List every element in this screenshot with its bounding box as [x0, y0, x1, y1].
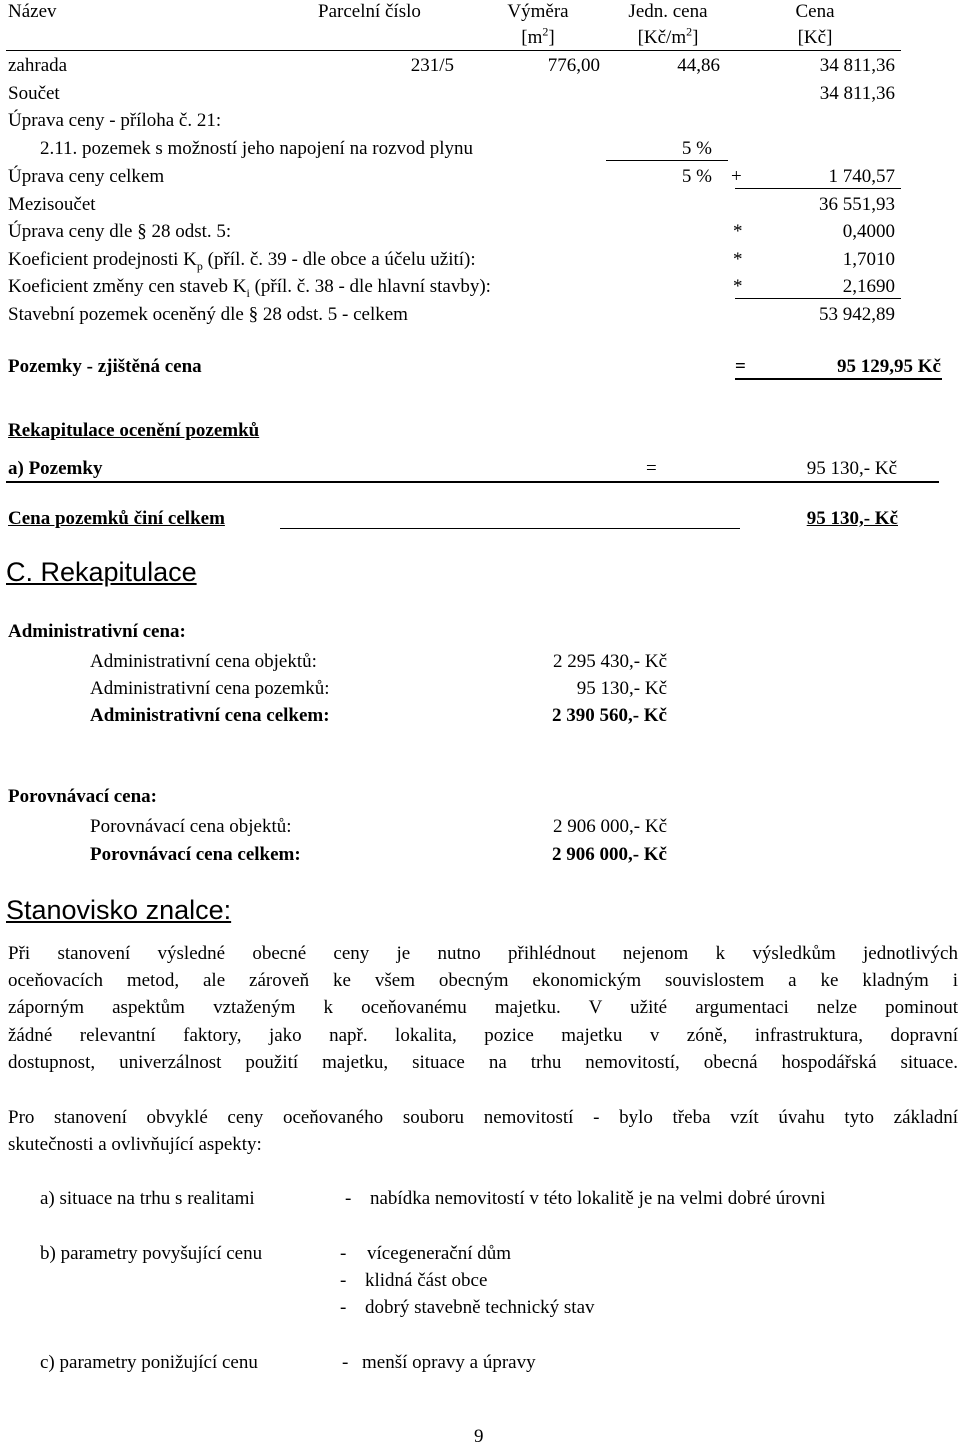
adjustment-total-rule	[735, 188, 901, 189]
adjustment-item-pct: 5 %	[681, 138, 712, 159]
aspect-c-text: menší opravy a úpravy	[362, 1352, 536, 1373]
recap-title: Rekapitulace ocenění pozemků	[8, 420, 260, 441]
col-header-unit-price-unit: $[Kč/m^2]$	[637, 24, 699, 48]
col-header-unit-price: Jedn. cena	[628, 1, 708, 22]
admin-total-label: Administrativní cena celkem:	[90, 705, 330, 726]
admin-heading: Administrativní cena:	[8, 621, 186, 642]
ki-label: Koeficient změny cen staveb $K_i$ (příl. č. 38 - dle hlavní stavby):	[8, 276, 491, 300]
admin-total-value: 2 390 560,- Kč	[551, 705, 667, 726]
sum-value: 34 811,36	[819, 83, 895, 104]
admin-land-label: Administrativní cena pozemků:	[90, 678, 330, 699]
opinion-p1-line1: Při stanovení výsledné obecné ceny je nutno přihlédnout nejenom k výsledkům jednotlivých	[8, 943, 958, 964]
comparative-total-label: Porovnávací cena celkem:	[90, 844, 301, 865]
row-garden-unit-price: 44,86	[677, 55, 720, 76]
adj28-label: Úprava ceny dle § 28 odst. 5:	[8, 221, 232, 242]
adjustment-total-value: 1 740,57	[828, 166, 895, 187]
col-header-parcel: Parcelní číslo	[318, 1, 421, 22]
subtotal-label: Mezisoučet	[8, 194, 96, 215]
sum-label: Součet	[8, 83, 60, 104]
opinion-p2-line2: skutečnosti a ovlivňující aspekty:	[8, 1134, 262, 1155]
aspect-a-label: a) situace na trhu s realitami	[40, 1188, 255, 1209]
recap-total-label: Cena pozemků činí celkem	[8, 508, 225, 529]
col-header-area: Výměra	[507, 1, 569, 22]
adj28-value: 0,4000	[842, 221, 895, 242]
adjustment-total-op: +	[731, 166, 742, 187]
aspect-b-text1: vícegenerační dům	[367, 1243, 512, 1264]
row-garden-area: 776,00	[547, 55, 600, 76]
opinion-p1-line4: žádné relevantní faktory, jako např. lokalita, pozice majetku v zóně, infrastruktura, dopravní	[8, 1025, 958, 1046]
recap-a-label: a) Pozemky	[8, 458, 103, 479]
page-number: 9	[474, 1426, 484, 1447]
ki-value: 2,1690	[842, 276, 895, 297]
aspect-c-label: c) parametry ponižující cenu	[40, 1352, 258, 1373]
adjustment-total-label: Úprava ceny celkem	[8, 166, 165, 187]
opinion-title: Stanovisko znalce:	[6, 895, 232, 925]
land-total-eq: =	[735, 356, 746, 377]
col-header-price-unit: [Kč]	[797, 27, 833, 48]
adjustment-item: 2.11. pozemek s možností jeho napojení na rozvod plynu	[40, 138, 474, 159]
col-header-name: Název	[8, 1, 57, 22]
comparative-objects-value: 2 906 000,- Kč	[553, 816, 667, 837]
row-garden-parcel: 231/5	[410, 55, 454, 76]
kp-op: *	[733, 249, 743, 270]
land-total-rule	[735, 378, 942, 380]
subtotal-value: 36 551,93	[819, 194, 895, 215]
aspect-b-dash3: -	[340, 1297, 347, 1318]
opinion-p1-line2: oceňovacích metod, ale zároveň ke všem obecným ekonomickým souvislostem a ke kladným i	[8, 970, 958, 991]
comparative-total-value: 2 906 000,- Kč	[551, 844, 667, 865]
comparative-objects-label: Porovnávací cena objektů:	[90, 816, 292, 837]
opinion-p1-line3: záporným aspektům vztaženým k oceňovanému majetku. V užité argumentaci nelze pominout	[8, 997, 958, 1018]
admin-objects-label: Administrativní cena objektů:	[90, 651, 317, 672]
adjustment-label: Úprava ceny - příloha č. 21:	[8, 110, 222, 131]
aspect-b-label: b) parametry povyšující cenu	[40, 1243, 263, 1264]
section-c-title: C. Rekapitulace	[6, 557, 197, 587]
admin-land-value: 95 130,- Kč	[576, 678, 667, 699]
aspect-a-dash: -	[345, 1188, 352, 1209]
opinion-p1-line5: dostupnost, univerzálnost použití majetku, situace na trhu nemovitostí, obecná hospodářská situace.	[8, 1052, 958, 1073]
col-header-price: Cena	[795, 1, 835, 22]
recap-a-value: 95 130,- Kč	[806, 458, 897, 479]
land-total-value: 95 129,95 Kč	[837, 356, 941, 377]
aspect-b-text2: klidná část obce	[365, 1270, 488, 1291]
aspect-b-dash1: -	[340, 1243, 347, 1264]
aspect-b-dash2: -	[340, 1270, 347, 1291]
row-garden-name: zahrada	[8, 55, 68, 76]
aspect-a-text: nabídka nemovitostí v této lokalitě je na velmi dobré úrovni	[370, 1188, 826, 1209]
adjustment-item-rule	[606, 160, 728, 161]
recap-a-rule	[6, 481, 939, 483]
ki-rule	[735, 298, 901, 299]
header-rule	[6, 50, 901, 51]
recap-total-rule	[280, 528, 740, 529]
ki-op: *	[733, 276, 743, 297]
building-value: 53 942,89	[819, 304, 895, 325]
comparative-heading: Porovnávací cena:	[8, 786, 157, 807]
adj28-op: *	[733, 221, 743, 242]
col-header-area-unit: $[m^2]$	[521, 24, 555, 48]
row-garden-price: 34 811,36	[819, 55, 895, 76]
recap-a-eq: =	[646, 458, 657, 479]
opinion-p2-line1: Pro stanovení obvyklé ceny oceňovaného souboru nemovitostí - bylo třeba vzít úvahu tyto základní	[8, 1107, 958, 1128]
aspect-c-dash: -	[342, 1352, 349, 1373]
kp-value: 1,7010	[842, 249, 895, 270]
recap-total-value: 95 130,- Kč	[806, 508, 898, 529]
land-total-label: Pozemky - zjištěná cena	[8, 356, 202, 377]
aspect-b-text3: dobrý stavebně technický stav	[365, 1297, 595, 1318]
kp-label: Koeficient prodejnosti $K_p$ (příl. č. 39 - dle obce a účelu užití):	[8, 249, 476, 273]
adjustment-total-pct: 5 %	[681, 166, 712, 187]
admin-objects-value: 2 295 430,- Kč	[553, 651, 667, 672]
building-label: Stavební pozemek oceněný dle § 28 odst. 5 - celkem	[8, 304, 408, 325]
